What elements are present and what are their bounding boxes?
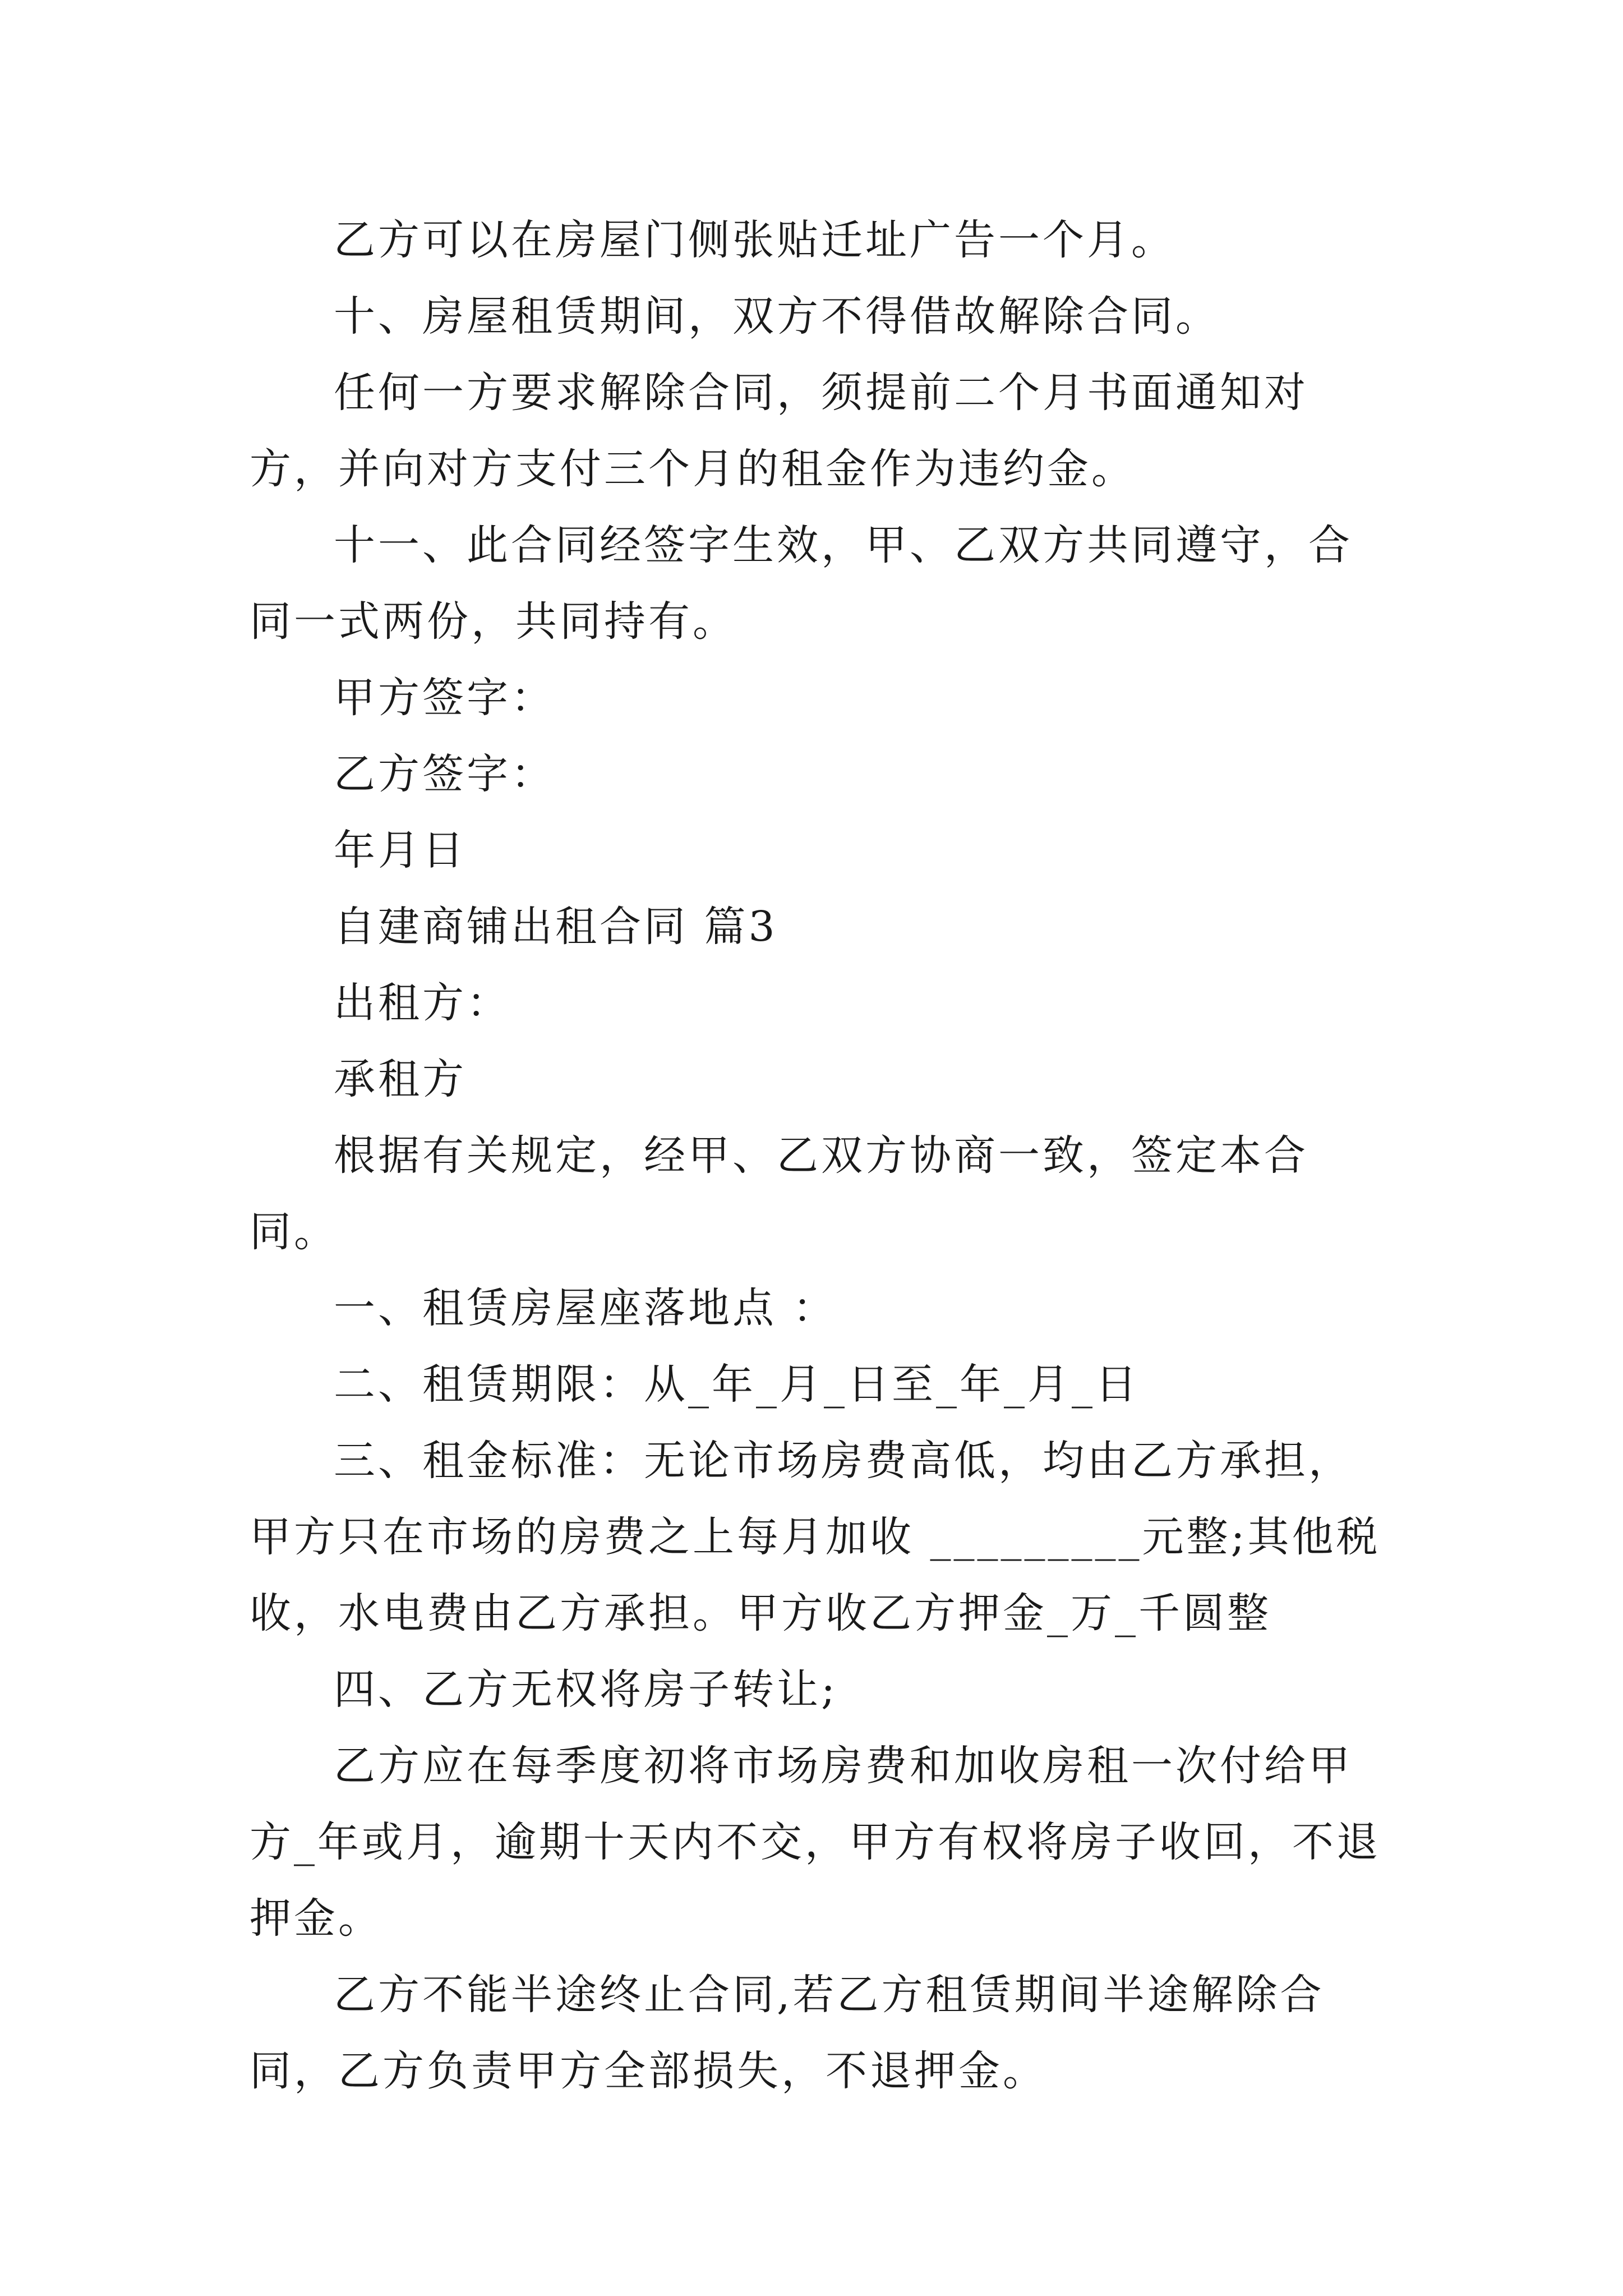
paragraph-clause-4: 四、乙方无权将房子转让;: [334, 1665, 838, 1714]
paragraph-termination-terms: 任何一方要求解除合同，须提前二个月书面通知对方，并向对方支付三个月的租金作为违约金。: [250, 369, 1308, 493]
paragraph-clause-3: 三、租金标准：无论市场房费高低，均由乙方承担，甲方只在市场的房费之上每月加收 _________元整;其他税收，水电费由乙方承担。甲方收乙方押金_万_千圆整: [250, 1437, 1381, 1637]
party-b-signature-label: 乙方签字：: [334, 750, 555, 798]
party-a-signature-label: 甲方签字：: [334, 674, 555, 722]
paragraph-clause-10: 十、房屋租赁期间，双方不得借故解除合同。: [334, 292, 1220, 341]
paragraph-relocation-notice: 乙方可以在房屋门侧张贴迁址广告一个月。: [334, 216, 1175, 264]
section-title: 自建商铺出租合同 篇3: [334, 903, 778, 951]
document-body: [250, 202, 1394, 2109]
paragraph-clause-2: 二、租赁期限：从_年_月_日至_年_月_日: [334, 1360, 1140, 1409]
paragraph-payment-terms: 乙方应在每季度初将市场房费和加收房租一次付给甲方_年或月，逾期十天内不交，甲方有权将房子收回，不退押金。: [250, 1742, 1381, 1943]
paragraph-clause-11: 十一、此合同经签字生效，甲、乙双方共同遵守，合同一式两份，共同持有。: [250, 521, 1353, 646]
date-label: 年月日: [334, 826, 467, 875]
paragraph-preamble: 根据有关规定，经甲、乙双方协商一致，签定本合同。: [250, 1131, 1308, 1256]
lessee-label: 承租方: [334, 1055, 467, 1103]
lessor-label: 出租方：: [334, 979, 511, 1027]
paragraph-clause-1: 一、租赁房屋座落地点 ：: [334, 1284, 837, 1332]
paragraph-early-termination: 乙方不能半途终止合同,若乙方租赁期间半途解除合同，乙方负责甲方全部损失，不退押金。: [250, 1971, 1325, 2095]
